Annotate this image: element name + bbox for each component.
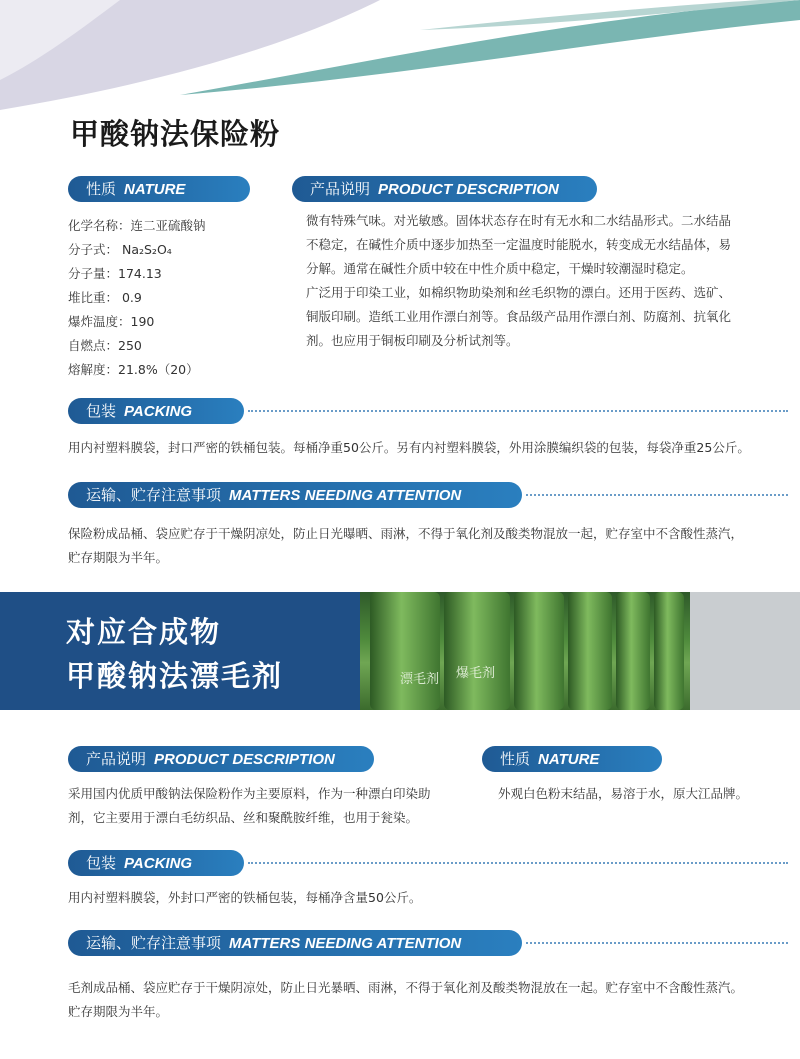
barrel-image bbox=[444, 592, 510, 710]
barrel-image bbox=[568, 592, 612, 710]
banner-grey-block bbox=[690, 592, 800, 710]
nature-item: 堆比重： 0.9 bbox=[68, 290, 142, 305]
barrel-image bbox=[654, 592, 684, 710]
barrel-photo bbox=[360, 592, 690, 710]
product-description-header-2 bbox=[68, 746, 374, 772]
nature-item: 爆炸温度：190 bbox=[68, 314, 155, 329]
attention-divider-2 bbox=[526, 942, 788, 944]
attention-header-2 bbox=[68, 930, 522, 956]
attention-line: 贮存期限为半年。 bbox=[68, 1004, 169, 1019]
product-description-header-cn: 产品说明 bbox=[86, 750, 147, 768]
product-description-line: 不稳定，在碱性介质中逐步加热至一定温度时能脱水，转变成无水结晶体，易 bbox=[306, 237, 732, 252]
nature-header-cn: 性质 bbox=[500, 750, 531, 768]
nature-item: 熔解度：21.8%（20） bbox=[68, 362, 199, 377]
attention-text-2 bbox=[68, 976, 788, 1024]
banner-title-panel bbox=[0, 592, 360, 710]
nature-item: 化学名称：连二亚硫酸钠 bbox=[68, 218, 206, 233]
nature-header-en: NATURE bbox=[538, 751, 600, 768]
product-description-line: 微有特殊气味。对光敏感。固体状态存在时有无水和二水结晶形式。二水结晶 bbox=[306, 213, 732, 228]
product-description-line: 广泛用于印染工业，如棉织物助染剂和丝毛织物的漂白。还用于医药、选矿、 bbox=[306, 285, 732, 300]
attention-line: 毛剂成品桶、袋应贮存于干燥阴凉处，防止日光暴晒、雨淋，不得于氧化剂及酸类物混放在一起。贮存室中不含酸性蒸汽。 bbox=[68, 980, 744, 995]
nature-item: 分子式： Na₂S₂O₄ bbox=[68, 242, 172, 257]
attention-text bbox=[68, 522, 788, 570]
barrel-image bbox=[370, 592, 440, 710]
attention-header bbox=[68, 482, 522, 508]
nature-item: 自燃点：250 bbox=[68, 338, 142, 353]
attention-divider bbox=[526, 494, 788, 496]
product-description-header-cn: 产品说明 bbox=[310, 180, 371, 198]
packing-header-cn: 包装 bbox=[86, 854, 117, 872]
product-description-header bbox=[292, 176, 597, 202]
barrel-image bbox=[616, 592, 650, 710]
packing-header bbox=[68, 398, 244, 424]
nature-item: 分子量：174.13 bbox=[68, 266, 162, 281]
attention-header-cn: 运输、贮存注意事项 bbox=[86, 486, 222, 504]
attention-line: 保险粉成品桶、袋应贮存于干燥阴凉处，防止日光曝晒、雨淋，不得于氧化剂及酸类物混放一起，贮存室中不含酸性蒸汽， bbox=[68, 526, 744, 541]
header-swoosh-decoration bbox=[0, 0, 800, 120]
product-description-line: 分解。通常在碱性介质中较在中性介质中稳定，干燥时较潮湿时稳定。 bbox=[306, 261, 694, 276]
banner-title-line1: 对应合成物 bbox=[66, 615, 222, 649]
product-description-line: 铜版印刷。造纸工业用作漂白剂等。食品级产品用作漂白剂、防腐剂、抗氧化 bbox=[306, 309, 732, 324]
packing-divider-2 bbox=[248, 862, 788, 864]
nature-header-2 bbox=[482, 746, 662, 772]
packing-header-2 bbox=[68, 850, 244, 876]
packing-header-cn: 包装 bbox=[86, 402, 117, 420]
packing-header-en: PACKING bbox=[124, 403, 193, 420]
packing-text: 用内衬塑料膜袋，封口严密的铁桶包装。每桶净重50公斤。另有内衬塑料膜袋，外用涂膜编织袋的包装，每袋净重25公斤。 bbox=[68, 440, 750, 455]
product-description-text bbox=[306, 209, 776, 353]
packing-divider bbox=[248, 410, 788, 412]
nature-header-en: NATURE bbox=[124, 181, 186, 198]
product-description-text-2 bbox=[68, 782, 468, 830]
product-description-line: 剂，它主要用于漂白毛纺织品、丝和聚酰胺纤维，也用于瓮染。 bbox=[68, 810, 419, 825]
attention-header-cn: 运输、贮存注意事项 bbox=[86, 934, 222, 952]
nature-header bbox=[68, 176, 250, 202]
barrel-label: 漂毛剂 bbox=[400, 672, 440, 687]
product-description-line: 采用国内优质甲酸钠法保险粉作为主要原料，作为一种漂白印染助 bbox=[68, 786, 431, 801]
packing-text-2: 用内衬塑料膜袋，外封口严密的铁桶包装，每桶净含量50公斤。 bbox=[68, 890, 422, 905]
attention-line: 贮存期限为半年。 bbox=[68, 550, 169, 565]
product-description-line: 剂。也应用于铜板印刷及分析试剂等。 bbox=[306, 333, 519, 348]
barrel-label: 爆毛剂 bbox=[456, 666, 496, 681]
attention-header-en: MATTERS NEEDING ATTENTION bbox=[229, 487, 462, 504]
nature-header-cn: 性质 bbox=[86, 180, 117, 198]
product-description-header-en: PRODUCT DESCRIPTION bbox=[378, 181, 559, 198]
product-description-header-en: PRODUCT DESCRIPTION bbox=[154, 751, 335, 768]
packing-header-en: PACKING bbox=[124, 855, 193, 872]
page-title: 甲酸钠法保险粉 bbox=[70, 117, 281, 151]
synthesis-banner bbox=[0, 592, 800, 710]
barrel-image bbox=[514, 592, 564, 710]
nature-text-2: 外观白色粉末结晶，易溶于水，原大江品牌。 bbox=[498, 786, 749, 801]
banner-title-line2: 甲酸钠法漂毛剂 bbox=[66, 659, 284, 693]
attention-header-en: MATTERS NEEDING ATTENTION bbox=[229, 935, 462, 952]
